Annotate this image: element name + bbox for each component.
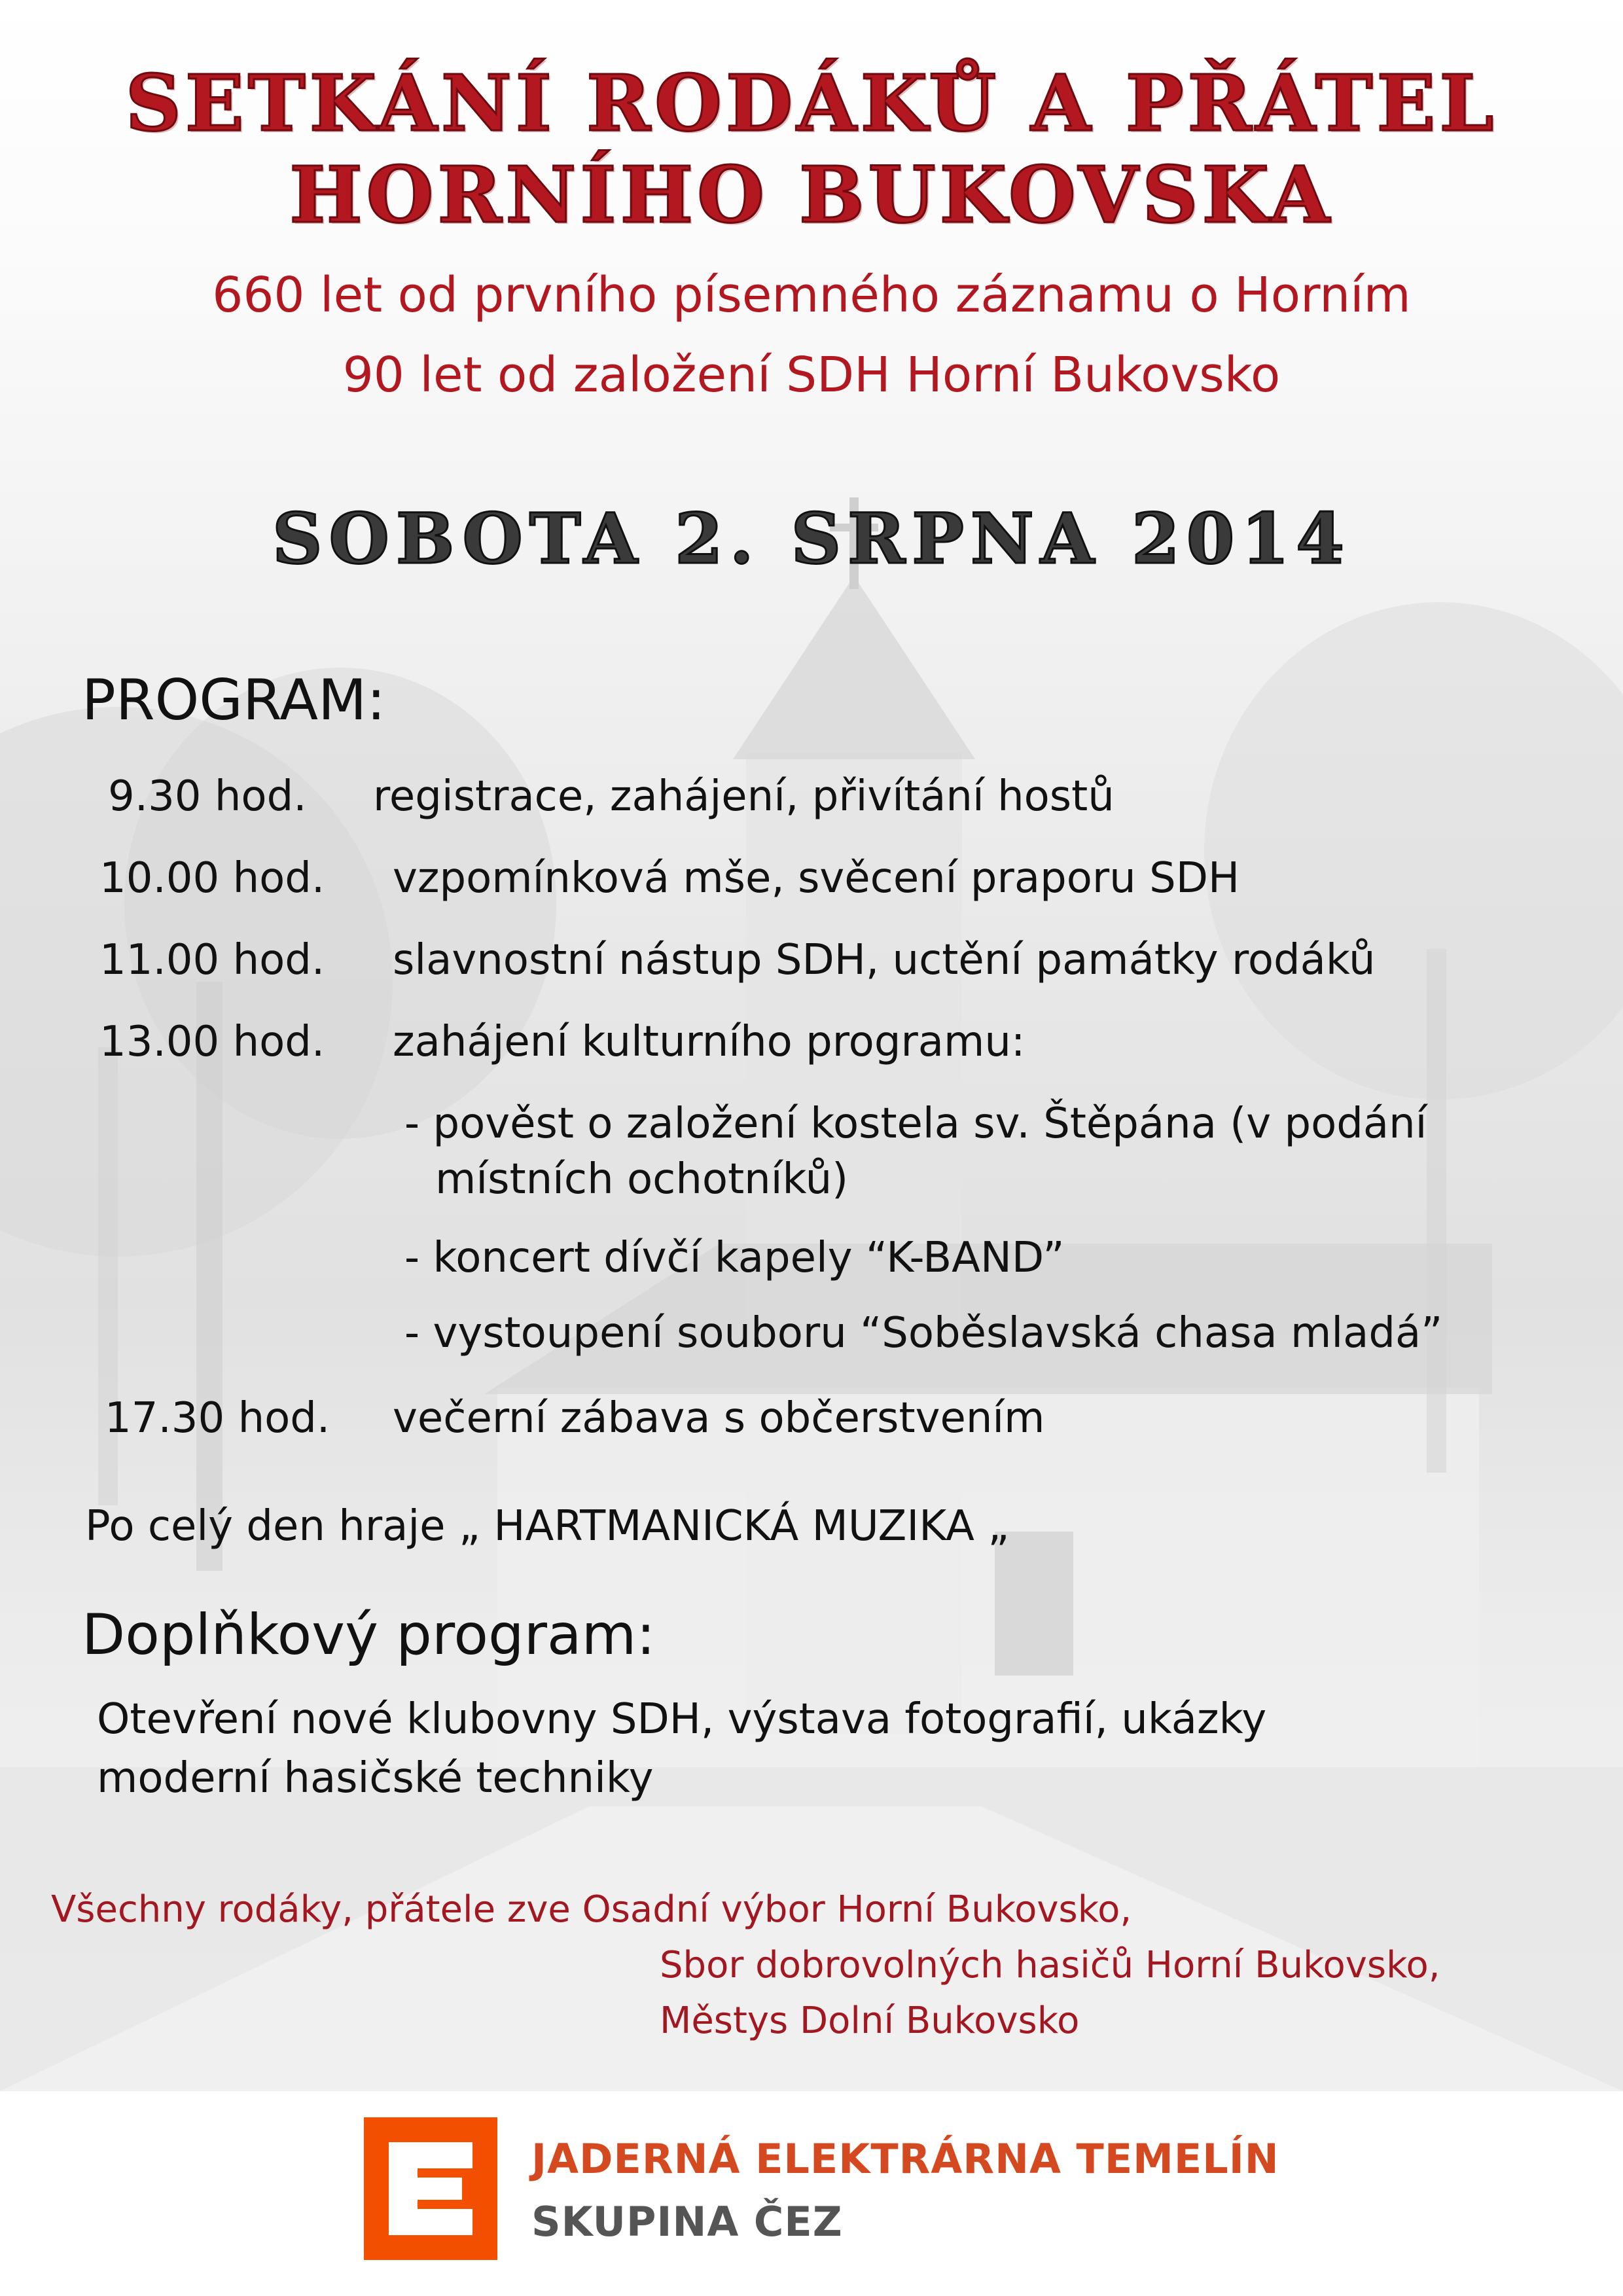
program-row xyxy=(0,936,1623,988)
event-date: SOBOTA 2. SRPNA 2014 xyxy=(272,497,1351,579)
extra-line-2: moderní hasičské techniky xyxy=(97,1754,654,1803)
extra-program-heading: Doplňkový program: xyxy=(82,1602,656,1668)
program-time: 11.00 hod. xyxy=(99,936,325,984)
sponsor-group: SKUPINA ČEZ xyxy=(531,2198,843,2246)
program-row xyxy=(0,1394,1623,1446)
cultural-item-3: - vystoupení souboru “Soběslavská chasa mladá” xyxy=(404,1309,1443,1357)
program-desc: slavnostní nástup SDH, uctění památky rodáků xyxy=(393,936,1376,984)
program-desc: vzpomínková mše, svěcení praporu SDH xyxy=(393,854,1240,903)
music-note: Po celý den hraje „ HARTMANICKÁ MUZIKA „ xyxy=(85,1502,1010,1551)
program-time: 13.00 hod. xyxy=(99,1018,325,1066)
program-row xyxy=(0,854,1623,906)
program-desc: večerní zábava s občerstvením xyxy=(393,1394,1045,1443)
invitation-line-3: Městys Dolní Bukovsko xyxy=(660,2000,1080,2042)
title-line-2: HORNÍHO BUKOVSKA xyxy=(289,149,1334,240)
program-heading: PROGRAM: xyxy=(82,668,386,733)
cultural-item-2: - koncert dívčí kapely “K-BAND” xyxy=(404,1234,1065,1282)
cultural-item-1: - pověst o založení kostela sv. Štěpána (v podání xyxy=(404,1100,1427,1148)
subtitle-line-1: 660 let od prvního písemného záznamu o Horním xyxy=(212,267,1411,323)
program-row xyxy=(0,1018,1623,1070)
invitation-line-2: Sbor dobrovolných hasičů Horní Bukovsko, xyxy=(660,1944,1440,1986)
program-time: 10.00 hod. xyxy=(99,854,325,903)
cez-logo-icon xyxy=(364,2117,497,2260)
program-row xyxy=(0,772,1623,825)
extra-line-1: Otevření nové klubovny SDH, výstava fotografií, ukázky xyxy=(97,1695,1267,1744)
invitation-line-1: Všechny rodáky, přátele zve Osadní výbor Horní Bukovsko, xyxy=(51,1888,1132,1931)
title-line-1: SETKÁNÍ RODÁKŮ A PŘÁTEL xyxy=(125,58,1498,149)
cultural-item-1-cont: místních ochotníků) xyxy=(435,1155,849,1204)
sponsor-footer xyxy=(0,2091,1623,2296)
program-desc: zahájení kulturního programu: xyxy=(393,1018,1026,1066)
sponsor-name: JADERNÁ ELEKTRÁRNA TEMELÍN xyxy=(531,2135,1279,2183)
subtitle-line-2: 90 let od založení SDH Horní Bukovsko xyxy=(342,347,1281,403)
program-time: 9.30 hod. xyxy=(108,772,307,821)
program-desc: registrace, zahájení, přivítání hostů xyxy=(373,772,1115,821)
program-time: 17.30 hod. xyxy=(105,1394,330,1443)
